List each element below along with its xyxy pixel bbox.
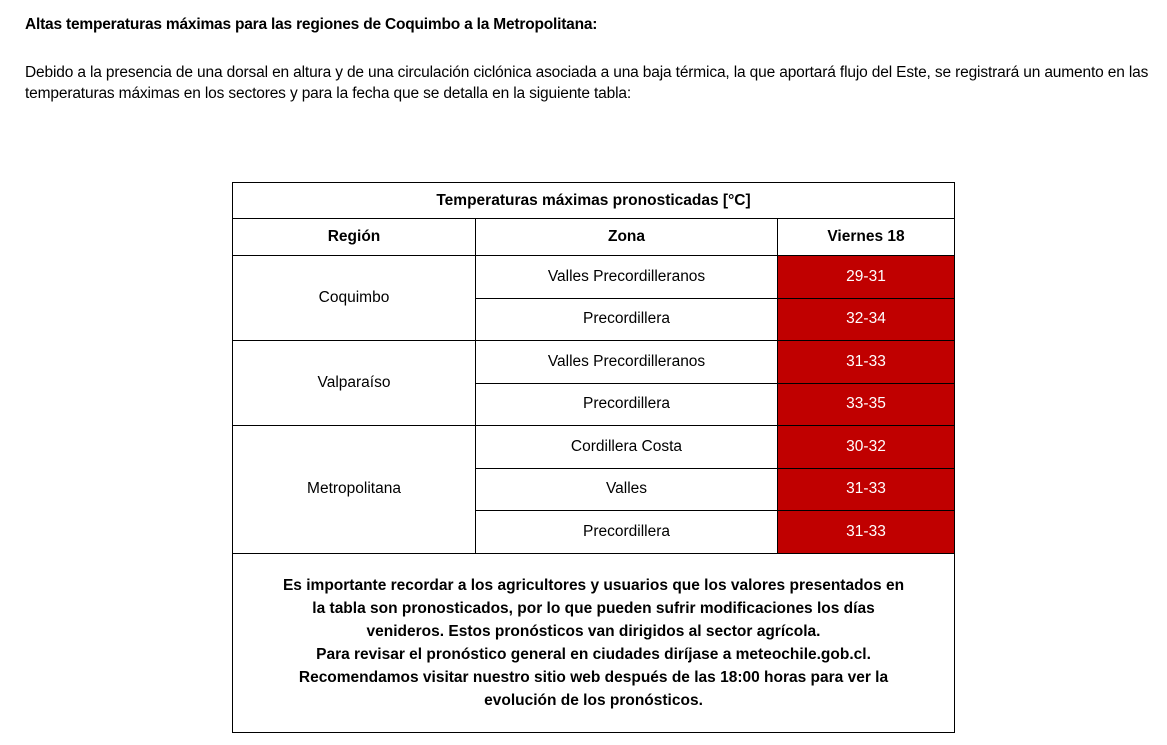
temperature-cell: 30-32 [778,426,955,469]
table-row [233,341,955,384]
forecast-table [232,182,955,733]
region-cell: Valparaíso [233,341,476,426]
table-title: Temperaturas máximas pronosticadas [°C] [233,183,955,219]
temperature-cell: 31-33 [778,468,955,511]
forecast-note [233,553,955,732]
intro-paragraph: Debido a la presencia de una dorsal en altura y de una circulación ciclónica asociada a una baja térmica, la que aportará flujo del Este, se registrará un aumento en las temperaturas máximas en los sectores y para la fecha que se detalla en la siguiente tabla: [25,64,1149,102]
zona-cell: Valles Precordilleranos [476,341,778,384]
note-line: la tabla son pronosticados, por lo que pueden sufrir modificaciones los días [312,599,875,617]
zona-cell: Cordillera Costa [476,426,778,469]
note-line: venideros. Estos pronósticos van dirigidos al sector agrícola. [366,622,821,640]
temperature-cell: 31-33 [778,511,955,554]
page-heading: Altas temperaturas máximas para las regiones de Coquimbo a la Metropolitana: [25,16,598,33]
column-header-day: Viernes 18 [778,219,955,256]
note-line: Es importante recordar a los agricultores y usuarios que los valores presentados en [282,576,905,594]
zona-cell: Precordillera [476,383,778,426]
temperature-cell: 31-33 [778,341,955,384]
temperature-cell: 32-34 [778,298,955,341]
table-row [233,426,955,469]
note-line: evolución de los pronósticos. [484,691,703,709]
column-header-zona: Zona [476,219,778,256]
note-line: Para revisar el pronóstico general en ciudades diríjase a meteochile.gob.cl. [316,645,871,663]
region-cell: Metropolitana [233,426,476,554]
zona-cell: Precordillera [476,511,778,554]
temperature-cell: 29-31 [778,256,955,299]
zona-cell: Valles Precordilleranos [476,256,778,299]
region-cell: Coquimbo [233,256,476,341]
note-line: Recomendamos visitar nuestro sitio web después de las 18:00 horas para ver la [298,668,889,686]
zona-cell: Precordillera [476,298,778,341]
column-header-region: Región [233,219,476,256]
table-row [233,256,955,299]
temperature-cell: 33-35 [778,383,955,426]
zona-cell: Valles [476,468,778,511]
